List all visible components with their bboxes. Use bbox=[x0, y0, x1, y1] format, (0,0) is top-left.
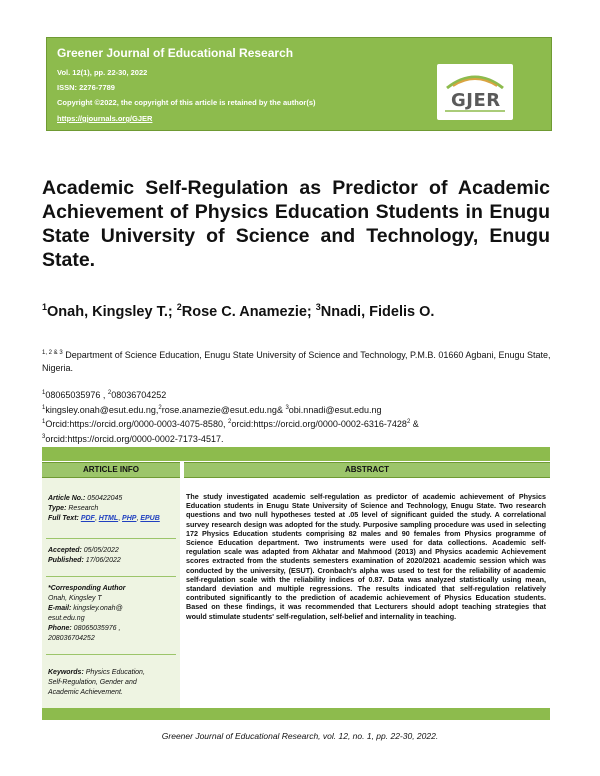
keywords: Keywords: Physics Education, Self-Regulation, Gender and Academic Achievement. bbox=[48, 669, 145, 696]
epub-link[interactable]: EPUB bbox=[140, 515, 160, 522]
volume-line: Vol. 12(1), pp. 22-30, 2022 bbox=[57, 68, 148, 77]
info-divider bbox=[46, 576, 176, 577]
author-name: Rose C. Anamezie; bbox=[181, 303, 316, 320]
gjer-logo bbox=[437, 64, 513, 120]
orcid-line-2: $^3$orcid:https://orcid.org/0000-0002-7173-4517. bbox=[42, 433, 224, 444]
article-info-heading: ARTICLE INFO bbox=[42, 462, 180, 478]
html-link[interactable]: HTML bbox=[98, 515, 119, 522]
author-name: Nnadi, Fidelis O. bbox=[320, 303, 435, 320]
corresponding-author: *Corresponding Author Onah, Kingsley T E-mail: kingsley.onah@ esut.edu.ng Phone: 08065035976 , 208036704252 bbox=[48, 585, 126, 642]
author-name: Onah, Kingsley T.; bbox=[47, 303, 177, 320]
affiliation: $^{1, 2 \& 3}$ Department of Science Education, Enugu State University of Science and Technology, P.M.B. 01660 Agbani, Enugu State, Nigeria. bbox=[42, 350, 551, 373]
journal-url-link[interactable]: https://gjournals.org/GJER bbox=[57, 114, 153, 123]
phone-line: $^1$08065035976 , $^2$08036704252 bbox=[42, 390, 167, 400]
footer-citation: Greener Journal of Educational Research, vol. 12, no. 1, pp. 22-30, 2022. bbox=[161, 731, 439, 741]
info-divider bbox=[46, 538, 176, 539]
article-info-panel bbox=[42, 478, 180, 708]
issn-line: ISSN: 2276-7789 bbox=[57, 83, 115, 92]
info-divider bbox=[46, 654, 176, 655]
author-list: $^1$Onah, Kingsley T.; $^2$Rose C. Anamezie; $^3$Nnadi, Fidelis O. bbox=[42, 302, 435, 320]
article-dates: Accepted: 05/05/2022 Published: 17/06/2022 bbox=[48, 547, 121, 564]
logo-text: GJER bbox=[451, 90, 501, 111]
author-contacts bbox=[42, 387, 562, 445]
journal-header-banner bbox=[46, 37, 552, 131]
php-link[interactable]: PHP bbox=[122, 515, 137, 522]
copyright-line: Copyright ©2022, the copyright of this article is retained by the author(s) bbox=[57, 98, 316, 107]
orcid-line: $^1$Orcid:https://orcid.org/0000-0003-4075-8580, $^2$orcid:https://orcid.org/0000-0002-6316-7428$^2$ & bbox=[42, 419, 419, 429]
abstract-heading: ABSTRACT bbox=[184, 462, 550, 478]
journal-title: Greener Journal of Educational Research bbox=[57, 46, 294, 60]
bottom-divider-bar bbox=[42, 708, 550, 720]
article-meta: Article No.: 050422045 Type: Research Full Text: PDF, HTML, PHP, EPUB bbox=[48, 495, 160, 522]
abstract-text: The study investigated academic self-regulation as predictor of academic achievement of Physics Education students in Enugu State University of Science and Technology, Enugu State. Two research questions and two null hypotheses tested at .05 level of significant guided the study. A correlational survey research design was adopted for the study. Purposive sampling procedure was used in selecting 172 Physics Education students comprising 82 males and 90 females from Physics programme of Science Education department. Two instruments were used for data collections. Academic self-regulation scale was adapted from Akhatar and Mahmood (2013) and Physics academic Achievement scores extracted from the students semesters examination of 2020/2021 academic session which was conducted by the university, (ESUT). Cronbach's alpha was used to test for the reliability of academic self-regulation scale with the reliability indices of 0.87. Data was analyzed statistically using mean, standard deviation and multiple regressions. The results indicated that self-regulation relatively contributed significantly to the prediction of academic achievement of Physics Education students. Based on these findings, it was recommended that Lecturers should adopt teaching strategies that would stimulate students' self-regulation, self-belief and internality in teaching. bbox=[186, 492, 546, 621]
email-line: $^1$kingsley.onah@esut.edu.ng,$^2$rose.anamezie@esut.edu.ng& $^3$obi.nnadi@esut.edu.ng bbox=[42, 404, 382, 415]
article-title: Academic Self-Regulation as Predictor of Academic Achievement of Physics Education Students in Enugu State University of Science and Technology, Enugu State. bbox=[42, 177, 550, 271]
divider-bar bbox=[42, 447, 550, 461]
pdf-link[interactable]: PDF bbox=[80, 515, 95, 522]
